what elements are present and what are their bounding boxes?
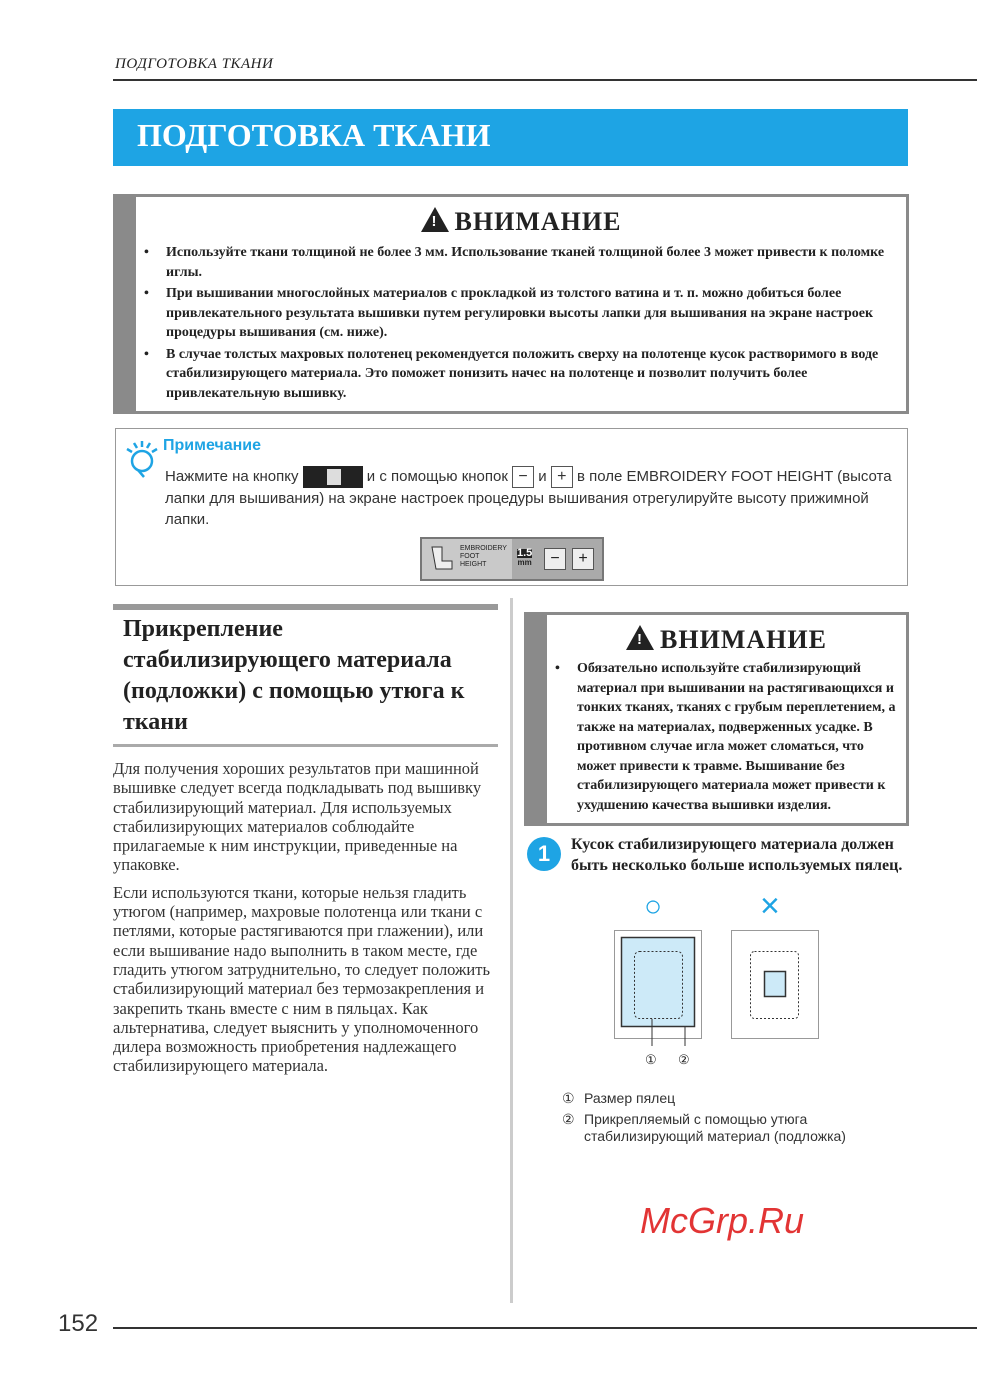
settings-button[interactable] bbox=[303, 466, 363, 488]
caution-item: • При вышивании многослойных материалов с прокладкой из толстого ватина и т. п. можно добиться более привлекательного результата вышивки путем регулировки высоты лапки для вышивания на экране настроек процедуры вышивания (см. ниже). bbox=[144, 284, 898, 343]
step-text: Кусок стабилизирующего материала должен быть несколько больше используемых пялец. bbox=[571, 836, 903, 874]
panel-plus-button[interactable]: + bbox=[572, 548, 594, 570]
note-title: Примечание bbox=[163, 437, 262, 454]
page-title: ПОДГОТОВКА ТКАНИ bbox=[113, 109, 908, 166]
callout-1: ① bbox=[645, 1052, 657, 1067]
left-column bbox=[113, 604, 498, 1076]
foot-height-value: 1.5 bbox=[517, 547, 533, 559]
body-paragraph: Если используются ткани, которые нельзя гладить утюгом (например, махровые полотенца или ткани с петлями, которые растягиваются при глажении), или если вышивание надо выполнить в таком месте, где гладить утюгом затруднительно, то следует положить стабилизирующий материал без термозакрепления и закрепить ткань вместе с ним в пяльцах. Как альтернатива, следует выяснить у уполномоченного дилера возможность приобретения надлежащего стабилизирующего материала. bbox=[113, 882, 490, 1076]
figure-legend: ① Размер пялец ② Прикрепляемый с помощью утюга стабилизирующий материал (подложка) bbox=[562, 1090, 846, 1144]
caution-box bbox=[113, 194, 909, 414]
page-number: 152 bbox=[58, 1310, 99, 1337]
step bbox=[524, 834, 909, 876]
footer-rule bbox=[113, 1327, 977, 1329]
caution-item: • Обязательно используйте стабилизирующий материал при вышивании на растягивающихся и тонких тканях, тканях с грубым переплетением, а также на материалах, подверженных усадке. В противном случае игла может сломаться, что может привести к травме. Вышивание без стабилизирующего материала может привести к ухудшению качества вышивки изделия. bbox=[555, 659, 900, 815]
note-text: Нажмите на кнопку и с помощью кнопок − и + в поле EMBROIDERY FOOT HEIGHT (высота лапки для вышивания) на экране настроек процедуры вышивания отрегулируйте высоту прижимной лапки. bbox=[165, 468, 892, 529]
plus-button[interactable]: + bbox=[551, 466, 573, 488]
caution-title: ВНИМАНИЕ bbox=[454, 207, 622, 236]
stabilizer-diagram bbox=[610, 926, 825, 1051]
panel-minus-button[interactable]: − bbox=[544, 548, 566, 570]
caution-title: ВНИМАНИЕ bbox=[660, 625, 827, 654]
callout-2: ② bbox=[678, 1052, 690, 1067]
top-column bbox=[113, 194, 909, 586]
caution-item: • В случае толстых махровых полотенец рекомендуется положить сверху на полотенце кусок растворимого в воде стабилизирующего материала. Это поможет понизить начес на полотенце и позволит получить более привлекательную вышивку. bbox=[144, 345, 898, 404]
settings-list-icon bbox=[327, 469, 341, 485]
panel-label: EMBROIDERY bbox=[460, 545, 507, 552]
correct-mark-icon: ○ bbox=[644, 890, 663, 923]
caution-box bbox=[524, 612, 909, 826]
watermark: McGrp.Ru bbox=[640, 1200, 805, 1241]
body-paragraph: Для получения хороших результатов при машинной вышивке следует всегда подкладывать под вышивку стабилизирующий материал. Для используемых стабилизирующих материалов соблюдайте прилагаемые к ним инструкции, приведенные на упаковке. bbox=[113, 759, 482, 875]
step-number: 1 bbox=[527, 837, 561, 871]
warning-icon bbox=[626, 625, 654, 650]
minus-button[interactable]: − bbox=[512, 466, 534, 488]
foot-height-panel: EMBROIDERY FOOT HEIGHT 1.5 mm − + bbox=[420, 537, 604, 581]
lightbulb-icon bbox=[124, 439, 160, 479]
right-column bbox=[524, 612, 909, 1145]
note-box bbox=[115, 428, 908, 586]
caution-item: • Используйте ткани толщиной не более 3 мм. Использование тканей толщиной более 3 может привести к поломке иглы. bbox=[144, 243, 898, 282]
section-heading: Прикрепление стабилизирующего материала (подложки) с помощью утюга к ткани bbox=[113, 604, 498, 747]
presser-foot-icon bbox=[428, 543, 458, 575]
wrong-mark-icon: × bbox=[760, 887, 780, 925]
header-rule bbox=[113, 79, 977, 81]
column-divider bbox=[510, 598, 513, 1303]
caution-bar bbox=[116, 197, 136, 411]
warning-icon bbox=[421, 207, 449, 232]
figure bbox=[524, 887, 909, 1090]
running-header: ПОДГОТОВКА ТКАНИ bbox=[115, 56, 274, 72]
